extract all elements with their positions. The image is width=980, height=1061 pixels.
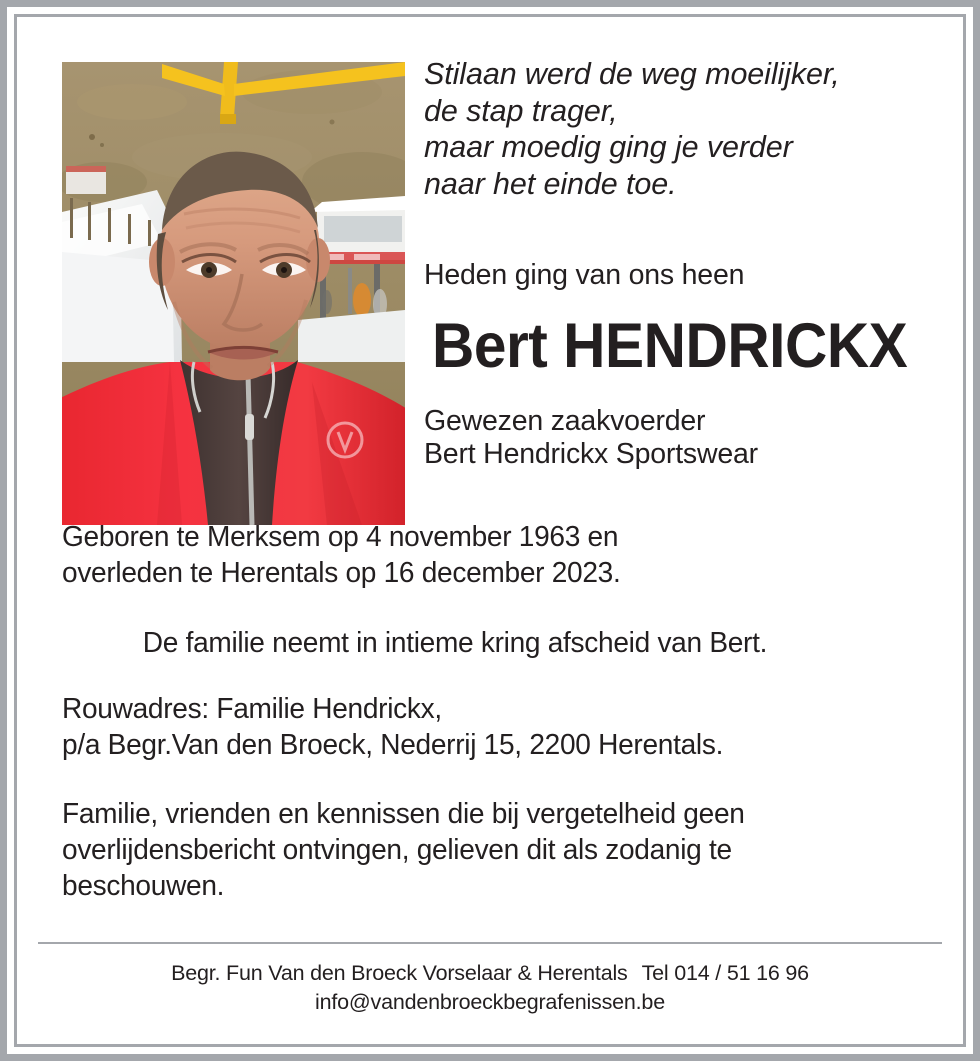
poem-line: Stilaan werd de weg moeilijker, [424,57,840,91]
poem [424,56,953,202]
closing-line: overlijdensbericht ontvingen, gelieven dit als zodanig te [62,834,732,866]
poem-line: naar het einde toe. [424,166,677,201]
poem-line: de stap trager, [424,93,618,128]
body-section [17,519,963,904]
address-line: Rouwadres: Familie Hendrickx, [62,693,442,725]
poem-line: maar moedig ging je verder [424,130,793,164]
birth-death-paragraph [62,519,910,591]
role-block [424,405,953,471]
funeral-home-email[interactable]: info@vandenbroeckbegrafenissen.be [315,990,665,1014]
footer-section [17,959,963,1017]
obituary-card-inner [14,14,966,1047]
address-line: p/a Begr.Van den Broeck, Nederrij 15, 2200 Herentals. [62,729,724,761]
role-line: Gewezen zaakvoerder [424,405,706,437]
funeral-home-phone: Tel 014 / 51 16 96 [641,961,809,985]
spacer [62,591,923,625]
funeral-home-name: Begr. Fun Van den Broeck Vorselaar & Herentals [171,961,628,985]
deceased-name: Bert HENDRICKX [432,311,908,381]
footer-divider [38,942,942,944]
portrait-illustration [62,62,405,525]
address-paragraph [62,691,910,763]
role-line: Bert Hendrickx Sportswear [424,438,758,470]
footer-line-company [17,959,963,988]
closing-line: Familie, vrienden en kennissen die bij vergetelheid geen [62,798,745,830]
spacer [62,661,923,691]
header-text [424,17,953,471]
spacer [62,763,923,796]
announcement-text: Heden ging van ons heen [424,259,745,291]
header-section [17,17,963,514]
closing-line: beschouwen. [62,870,225,902]
birth-death-line: overleden te Herentals op 16 december 2023. [62,557,621,589]
closing-paragraph [62,796,910,904]
birth-death-line: Geboren te Merksem op 4 november 1963 en [62,521,619,553]
family-note: De familie neemt in intieme kring afscheid van Bert. [142,627,768,659]
portrait-photo [62,62,405,525]
